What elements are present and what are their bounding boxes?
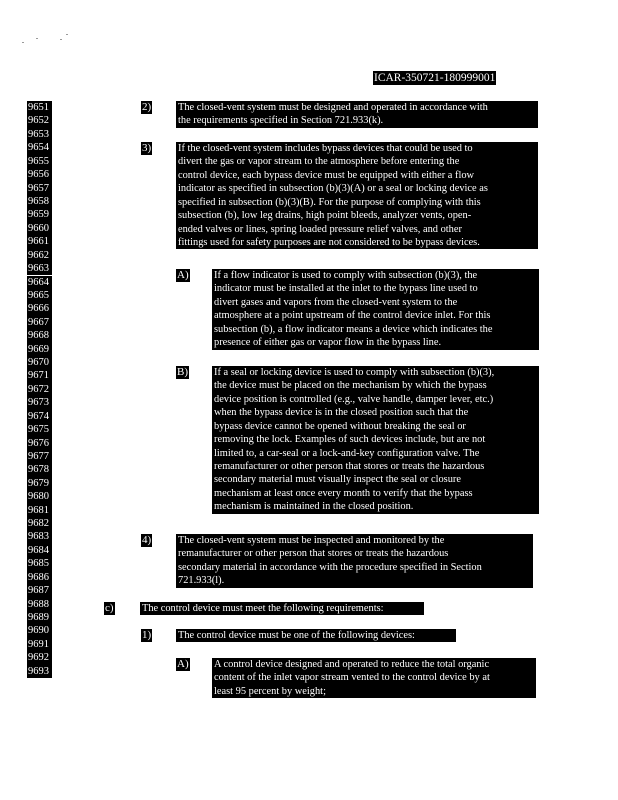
line-number: 9667 — [27, 316, 52, 329]
paragraph-text: If a seal or locking device is used to comply with subsection (b)(3), the device must be placed on the mechanism by which the bypass device position is controlled (e.g., valve handle, damper lever, etc.) when the bypass device is in the closed position such that the bypass device cannot be opened without breaking the seal or removing the lock. Examples of such devices include, but are not limited to, a car-seal or a lock-and-key configuration valve. The remanufacturer or other person that stores or treats the hazardous secondary material must visually inspect the seal or closure mechanism at least once every month to verify that the bypass mechanism is maintained in the closed position. — [214, 367, 495, 513]
item-marker: 1) — [142, 629, 152, 641]
paragraph-text: The control device must meet the following requirements: — [142, 603, 384, 614]
paragraph — [212, 366, 539, 514]
line-number: 9668 — [27, 329, 52, 342]
line-number: 9653 — [27, 128, 52, 141]
line-number: 9689 — [27, 611, 52, 624]
line-number: 9687 — [27, 584, 52, 597]
paragraph — [212, 269, 539, 350]
line-number: 9676 — [27, 437, 52, 450]
paragraph-text: The control device must be one of the following devices: — [178, 630, 415, 641]
line-number: 9659 — [27, 208, 52, 221]
line-number: 9693 — [27, 665, 52, 678]
line-number: 9665 — [27, 289, 52, 302]
paragraph-text: The closed-vent system must be designed and operated in accordance with the requirements specified in Section 721.933(k). — [178, 102, 488, 127]
line-number: 9660 — [27, 222, 52, 235]
line-number: 9671 — [27, 369, 52, 382]
line-number: 9674 — [27, 410, 52, 423]
paragraph-text: If the closed-vent system includes bypass devices that could be used to divert the gas or vapor stream to the atmosphere before entering the control device, each bypass device must be equipped with either a flow indicator as specified in subsection (b)(3)(A) or a seal or locking device as specified in subsection (b)(3)(B). For the purpose of complying with this subsection (b), low leg drains, high point bleeds, analyzer vents, open- ended valves or lines, spring loaded pressure relief valves, and other fittings used for safety purposes are not considered to be bypass devices. — [178, 143, 488, 248]
paragraph — [176, 629, 456, 642]
item-marker: A) — [177, 269, 189, 281]
line-number: 9663 — [27, 262, 52, 275]
scan-speck — [36, 38, 38, 39]
document-id: ICAR-350721-180999001 — [374, 72, 496, 84]
line-number: 9669 — [27, 343, 52, 356]
paragraph — [212, 658, 536, 698]
scan-speck — [60, 39, 62, 40]
line-number: 9684 — [27, 544, 52, 557]
line-number: 9680 — [27, 490, 52, 503]
item-marker: 3) — [142, 142, 152, 154]
paragraph-text: A control device designed and operated to reduce the total organic content of the inlet vapor stream vented to the control device by at least 95 percent by weight; — [214, 659, 490, 697]
line-number: 9658 — [27, 195, 52, 208]
line-number: 9655 — [27, 155, 52, 168]
line-number: 9690 — [27, 624, 52, 637]
line-number: 9682 — [27, 517, 52, 530]
line-number: 9678 — [27, 463, 52, 476]
line-number: 9673 — [27, 396, 52, 409]
paragraph — [140, 602, 424, 615]
paragraph — [176, 534, 533, 588]
item-marker: B) — [177, 366, 188, 378]
scan-speck — [66, 34, 68, 35]
line-number: 9683 — [27, 530, 52, 543]
line-number: 9656 — [27, 168, 52, 181]
line-number: 9657 — [27, 182, 52, 195]
line-number: 9685 — [27, 557, 52, 570]
item-marker: A) — [177, 658, 189, 670]
line-number: 9661 — [27, 235, 52, 248]
line-number: 9651 — [27, 101, 52, 114]
paragraph-text: The closed-vent system must be inspected and monitored by the remanufacturer or other person that stores or treats the hazardous secondary material in accordance with the procedure specified in Section 721.933(l). — [178, 535, 482, 587]
line-number: 9654 — [27, 141, 52, 154]
line-number: 9677 — [27, 450, 52, 463]
line-number: 9686 — [27, 571, 52, 584]
line-number: 9681 — [27, 504, 52, 517]
line-number: 9666 — [27, 302, 52, 315]
line-number: 9691 — [27, 638, 52, 651]
line-number: 9692 — [27, 651, 52, 664]
line-number: 9652 — [27, 114, 52, 127]
line-number: 9675 — [27, 423, 52, 436]
line-number: 9664 — [27, 276, 52, 289]
line-number: 9662 — [27, 249, 52, 262]
paragraph — [176, 142, 538, 249]
item-marker: 4) — [142, 534, 152, 546]
paragraph-text: If a flow indicator is used to comply with subsection (b)(3), the indicator must be installed at the inlet to the bypass line used to divert gases and vapors from the closed-vent system to the atmosphere at a point upstream of the control device inlet. For this subsection (b), a flow indicator means a device which indicates the presence of either gas or vapor flow in the bypass line. — [214, 270, 493, 349]
line-number: 9672 — [27, 383, 52, 396]
line-number: 9679 — [27, 477, 52, 490]
item-marker: 2) — [142, 101, 152, 113]
line-number: 9670 — [27, 356, 52, 369]
item-marker: c) — [105, 602, 114, 614]
paragraph — [176, 101, 538, 128]
scan-speck — [22, 42, 24, 43]
line-number: 9688 — [27, 598, 52, 611]
